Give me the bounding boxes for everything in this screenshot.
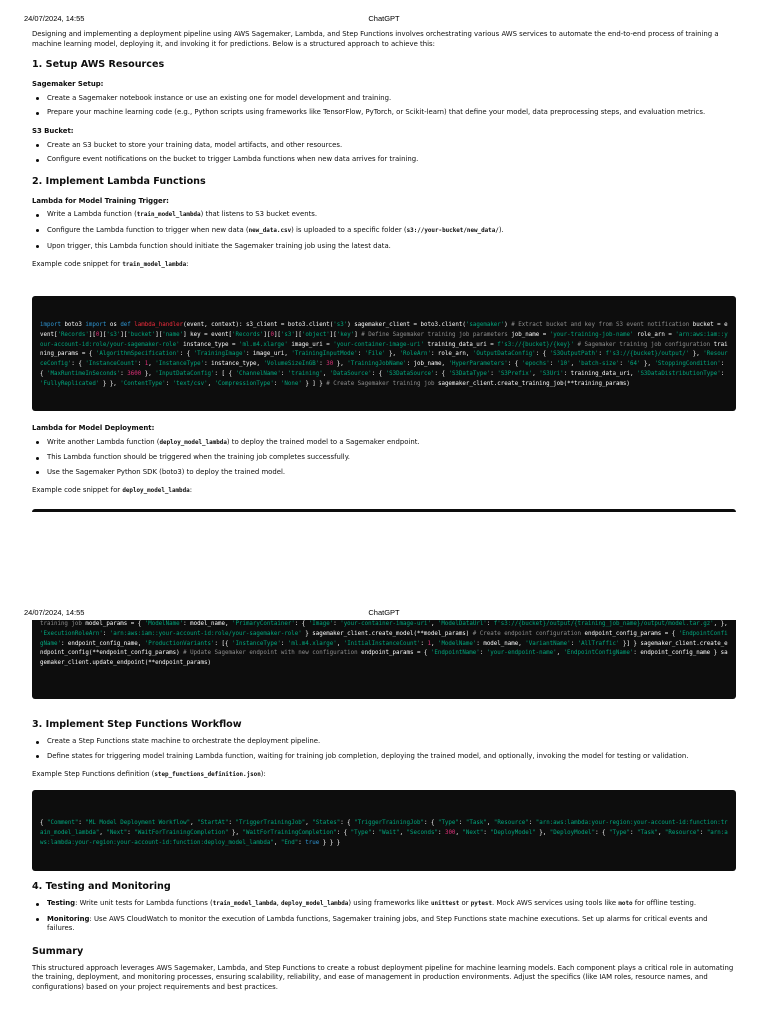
code-token: 'None' [280,380,302,387]
code-token: 30 [326,361,334,368]
code-token: f's3://{bucket}/output/{training_job_name}/output/model.tar.gz' [493,621,714,627]
code-token: , [657,829,665,836]
code-token: 'StoppingCondition' [654,361,721,368]
code-token: : [458,820,466,826]
subheading-training-trigger: Lambda for Model Training Trigger: [32,196,169,205]
section-heading-lambda: 2. Implement Lambda Functions [32,175,206,187]
code-token: : [228,820,236,826]
code-token: "StartAt" [197,820,229,826]
code-token: 'Records' [232,331,264,338]
code-token: 's3' [106,331,121,338]
code-token: 'DataSource' [329,370,372,377]
inline-code: unittest [430,901,460,907]
code-token: 'TrainingImage' [193,351,246,358]
code-token: "States" [312,820,341,826]
code-token: : [720,370,725,377]
list-item: Configure event notifications on the bucket to trigger Lambda functions when new data arrives for training. [32,155,736,165]
code-token: 'your-endpoint-name' [486,650,557,657]
code-token: 'S3DataSource' [385,370,435,377]
code-token: : { [40,361,725,377]
code-token: 'Records' [57,331,89,338]
code-token: endpoint_params = { [357,650,431,657]
code-token: 'batch-size' [577,361,620,368]
code-token: } ] } [301,380,327,387]
code-token: 'InstanceType' [231,640,281,647]
code-token: "End" [280,839,299,846]
code-token: : [319,361,327,368]
code-token: } sagemaker_client.create_model(**model_params) [301,630,473,637]
code-token: 'object' [301,331,330,338]
code-token: , }, [713,621,728,627]
code-token: 'EndpointConfigName' [40,630,728,647]
code-token: 'EndpointConfigName' [563,650,634,657]
code-token: 'ml.m4.xlarge' [287,640,337,647]
inline-code: moto [618,901,633,907]
code-token: , [336,640,344,647]
code-token: # Create endpoint configuration [472,630,581,637]
inline-code: train_model_lambda [212,901,277,907]
code-token: 'S3DataType' [448,370,491,377]
code-token: 'your-training-job-name' [549,331,634,338]
code-token: ][ [88,331,96,338]
code-token: 'arn:aws:iam::your-account-id:role/your-sagemaker-role' [40,331,728,348]
code-token: : { [595,829,610,836]
code-token: "TriggerTrainingJob" [235,820,306,826]
section-heading-summary: Summary [32,945,84,957]
code-token: }, [333,361,348,368]
s3-list [32,141,736,165]
code-token: , [486,820,494,826]
code-token: "Type" [350,829,372,836]
inline-code: pytest [470,901,493,907]
code-token: , [305,820,313,826]
list-item: Create a Step Functions state machine to orchestrate the deployment pipeline. [32,737,736,747]
print-title: ChatGPT [368,608,400,617]
code-token: ][ [329,331,337,338]
list-item: Define states for triggering model training Lambda function, waiting for training job completion, deploying the trained model, and optionally, invoking the model for testing or validation. [32,752,736,762]
summary-paragraph: This structured approach leverages AWS Sagemaker, Lambda, and Step Functions to create a robust deployment pipeline for machine learning models. Each component plays a critical role in automating the training, deployment, and monitoring processes, ensuring scalability, reliability, and ease of management in production environments. Adjust the specifics (like IAM roles, resource names, and configurations) based on your project requirements and best practices. [32,963,734,991]
code-token: }, [535,829,550,836]
code-token: ][ [294,331,302,338]
code-token: : [120,370,128,377]
code-token: ) [504,322,512,328]
code-token: , [430,640,438,647]
code-token: role_arn = [633,331,676,338]
list-item: Monitoring: Use AWS CloudWatch to monitor the execution of Lambda functions, Sagemaker training jobs, and Step Functions state machine executions. Set up alarms for critical events and failures. [32,915,736,934]
section-heading-step-functions: 3. Implement Step Functions Workflow [32,719,242,730]
code-token: : [280,640,288,647]
code-token: "Task" [636,829,658,836]
code-token: training_data_uri = [423,341,498,348]
code-token: : [630,829,637,836]
code-token: : [78,820,86,826]
code-token: 'S3DataDistributionType' [636,370,721,377]
code-token: 'key' [336,331,355,338]
code-token: : [528,820,536,826]
code-token: ] key = event[ [183,331,233,338]
answer-content-page2-cont [32,881,736,993]
code-token: # Sagemaker training job configuration [577,341,711,348]
code-token: , [190,820,198,826]
code-token: "DeployModel" [490,829,536,836]
code-token: : [273,380,281,387]
code-token: ][ [273,331,281,338]
code-token: : [102,630,110,637]
code-token: : [{ [214,640,232,647]
code-token: 'AlgorithmSpecification' [95,351,180,358]
section-heading-setup: 1. Setup AWS Resources [32,59,165,71]
code-token: 'sagemaker' [465,322,505,328]
code-token: endpoint_config_params = { [580,630,679,637]
code-token: : [371,829,379,836]
code-token: , [148,361,156,368]
code-token: 'InputDataConfig' [155,370,215,377]
code-token: 0 [95,331,100,338]
code-token: }, [640,361,655,368]
print-page-2 [0,512,768,1024]
code-token: : [420,640,428,647]
list-item: This Lambda function should be triggered when the training job completes successfully. [32,453,736,463]
code-token: , [570,361,578,368]
code-token: : [570,640,578,647]
code-token: }, [385,351,400,358]
inline-code: deploy_model_lambda [122,488,190,495]
code-token: 1 [144,361,149,368]
list-item: Write a Lambda function (train_model_lambda) that listens to S3 bucket events. [32,210,736,221]
code-token: 'ChannelName' [235,370,281,377]
code-token: }, [141,370,156,377]
step-functions-list [32,737,736,761]
code-token: : { [507,361,522,368]
code-token: ][ [99,331,107,338]
list-item: Testing: Write unit tests for Lambda functions (train_model_lambda, deploy_model_lambda) using frameworks like unittest or pytest. Mock AWS services using tools like moto for offline testing. [32,899,736,910]
intro-paragraph: Designing and implementing a deployment pipeline using AWS Sagemaker, Lambda, and Step Functions involves orchestrating various AWS services to automate the end-to-end process of training a machine learning model, deploying it, and invoking it for predictions. Below is a structured approach to achieve this: [32,30,719,48]
sagemaker-list [32,94,736,118]
code-token: (event, context): s3_client = boto3.client( [183,322,334,328]
code-token: 'VolumeSizeInGB' [263,361,320,368]
code-token: : { [535,351,550,358]
code-token: # Create Sagemaker training job [326,380,435,387]
subheading-sagemaker-setup: Sagemaker Setup: [32,80,104,89]
code-token: "Task" [465,820,487,826]
code-token: : [483,829,491,836]
code-token: 'training' [287,370,323,377]
code-token: 'TrainingInputMode' [291,351,358,358]
code-token: # Extract bucket and key from S3 event notification [511,322,690,328]
code-token: 'epochs' [521,361,550,368]
code-token: : endpoint_config_name } sagemaker_client.update_endpoint(**endpoint_params) [40,650,728,667]
code-token: : [165,380,173,387]
code-token: lambda_handler [134,322,184,328]
subheading-model-deployment: Lambda for Model Deployment: [32,424,155,432]
code-token: } } } [319,839,341,846]
code-token: 'CompressionType' [214,380,274,387]
code-token: 'ModelName' [144,621,184,627]
code-token: training_params = { [40,341,728,358]
code-token: "Wait" [378,829,400,836]
code-token: 'VariantName' [525,640,571,647]
list-item: Configure the Lambda function to trigger when new data (new_data.csv) is uploaded to a specific folder (s3://your-bucket/new_data/). [32,226,736,237]
code-token: "WaitForTrainingCompletion" [242,829,337,836]
code-token: : [298,839,306,846]
code-token: 'InstanceType' [155,361,205,368]
code-token: 'bucket' [127,331,156,338]
code-token: : endpoint_config_name, [60,640,145,647]
answer-content-cont [32,424,736,497]
code-token: : model_name, [183,621,232,627]
code-token: 'PrimaryContainer' [231,621,295,627]
snippet-caption: Example Step Functions definition (step_functions_definition.json): [32,770,266,779]
code-token: : [357,351,365,358]
code-token: "WaitForTrainingCompletion" [134,829,229,836]
code-token: , [322,370,330,377]
code-token: import [85,322,107,328]
code-token: }, [689,351,704,358]
code-token: ][ [155,331,163,338]
code-block-deploy-lambda-part2 [32,620,736,699]
code-token: 'S3Prefix' [497,370,533,377]
code-token: os [106,322,121,328]
snippet-caption: Example code snippet for train_model_lambda: [32,260,189,269]
code-token: , [532,370,540,377]
code-token: "Resource" [664,829,700,836]
code-token: "ML Model Deployment Workflow" [85,820,191,826]
code-token: 'text/csv' [172,380,208,387]
code-token: '10' [556,361,571,368]
code-token: def [120,322,131,328]
code-token: 'Image' [308,621,334,627]
code-token: ][ [263,331,271,338]
code-token: 'ProductionVariants' [144,640,215,647]
code-token: { [40,820,47,826]
code-token: "Type" [609,829,630,836]
code-token: : { [371,370,386,377]
code-token: "Comment" [46,820,79,826]
code-token: : [490,370,498,377]
code-token: : [437,829,445,836]
code-token: 'arn:aws:iam::your-account-id:role/your-sagemaker-role' [109,630,302,637]
code-token: : [598,351,606,358]
code-token: }, [228,829,243,836]
code-token: "Next" [106,829,128,836]
code-token: : [486,621,494,627]
code-block-step-functions [32,790,736,871]
code-token: 'File' [364,351,386,358]
code-token: : [479,650,487,657]
code-token: 'EndpointName' [430,650,480,657]
code-token: model_params = { [81,621,145,627]
print-date: 24/07/2024, 14:55 [24,14,85,23]
inline-code: train_model_lambda [122,262,187,269]
code-token: ) sagemaker_client = boto3.client( [347,322,466,328]
code-token: 'MaxRuntimeInSeconds' [46,370,121,377]
code-token: 'OutputDataConfig' [472,351,536,358]
deployment-list [32,438,736,478]
print-header [24,608,744,620]
code-token: # Define Sagemaker training job parameters [361,331,508,338]
answer-content [32,30,736,271]
list-item: Prepare your machine learning code (e.g., Python scripts using frameworks like TensorFlow, PyTorch, or Scikit-learn) that define your model, data preprocessing steps, and evaluation metrics. [32,108,736,118]
code-token: 300 [444,829,456,836]
list-item: Use the Sagemaker Python SDK (boto3) to deploy the trained model. [32,468,736,478]
code-token: "arn:aws:lambda:your-region:your-account-id:function:train_model_lambda" [40,820,728,836]
code-token: "Next" [462,829,484,836]
code-token: : [619,361,627,368]
code-token: 'AllTraffic' [577,640,620,647]
code-token: 'S3Uri' [539,370,564,377]
code-token: : { [294,621,309,627]
code-token: 'ModelDataUrl' [437,621,487,627]
list-item: Create an S3 bucket to store your training data, model artifacts, and other resources. [32,141,736,151]
inline-code: step_functions_definition.json [154,772,261,779]
code-token: 'ModelName' [437,640,477,647]
code-token: : [549,361,557,368]
code-token: , [430,621,438,627]
code-token: 1 [427,640,431,647]
code-token: , [399,829,407,836]
code-token: "Type" [437,820,459,826]
section-heading-testing: 4. Testing and Monitoring [32,881,171,892]
list-item: Upon trigger, this Lambda function should initiate the Sagemaker training job using the latest data. [32,242,736,252]
code-token: : { [336,829,351,836]
subheading-s3-bucket: S3 Bucket: [32,126,74,135]
code-token: 'ExecutionRoleArn' [40,630,103,637]
code-token: 0 [270,331,274,338]
code-token: } }, [99,380,121,387]
code-token: : [127,829,135,836]
code-token: job_name = [507,331,550,338]
code-token: 'ContentType' [120,380,166,387]
code-token: 'S3OutputPath' [549,351,599,358]
code-token: : role_arn, [430,351,473,358]
code-token: , [99,829,107,836]
code-token: image_uri = [287,341,334,348]
code-token: # Update Sagemaker endpoint with new configuration [183,650,358,657]
code-token: , [556,650,564,657]
code-token: : [333,621,341,627]
print-title: ChatGPT [368,14,400,23]
code-token: : instance_type, [204,361,264,368]
code-token: : training_data_uri, [563,370,637,377]
code-token: 'your-container-image-uri' [340,621,431,627]
code-token: : { [434,370,449,377]
code-token: 'ResourceConfig' [40,351,728,368]
code-token: , [455,829,463,836]
code-token: , [207,380,215,387]
code-token: : { [179,351,194,358]
list-item: Create a Sagemaker notebook instance or use an existing one for model development and training. [32,94,736,104]
snippet-caption: Example code snippet for deploy_model_lambda: [32,486,193,495]
code-token: f's3://{bucket}/output/' [605,351,690,358]
code-token: }] } sagemaker_client.create_endpoint_config(**endpoint_config_params) [40,640,728,657]
code-token: 'your-container-image-uri' [333,341,424,348]
code-token: "Seconds" [406,829,438,836]
code-token: 'TrainingJobName' [347,361,407,368]
code-token: 's3' [333,322,348,328]
code-token: ][ [120,331,128,338]
code-token: : [699,829,707,836]
code-token: training job [40,621,82,627]
code-token: 'name' [162,331,184,338]
code-token: "Resource" [493,820,529,826]
inline-code: train_model_lambda [136,212,201,219]
code-token: "DeployModel" [549,829,596,836]
code-token: 'RoleArn' [399,351,431,358]
code-token: : image_uri, [245,351,292,358]
code-token: : [137,361,145,368]
list-item: Write another Lambda function (deploy_model_lambda) to deploy the trained model to a Sagemaker endpoint. [32,438,736,449]
code-token: : { [423,820,438,826]
code-token: 'HyperParameters' [448,361,508,368]
code-token: sagemaker_client.create_training_job(**training_params) [434,380,630,387]
code-token: : model_name, [476,640,526,647]
code-block-train-lambda [32,296,736,411]
code-token: : [ { [214,370,236,377]
code-token: instance_type = [179,341,239,348]
code-token: true [305,839,320,846]
code-token: '64' [626,361,641,368]
code-token: 's3' [280,331,295,338]
code-token: "arn:aws:lambda:your-region:your-account-id:function:deploy_model_lambda" [40,829,728,846]
inline-code: s3://your-bucket/new_data/ [406,227,499,234]
training-trigger-list [32,210,736,251]
answer-content-page2 [32,719,736,781]
inline-code: new_data.csv [248,227,292,234]
testing-list [32,899,736,934]
code-token: ] [354,331,362,338]
code-token: boto3 [60,322,86,328]
code-token: "TriggerTrainingJob" [354,820,424,826]
code-token: : { [71,361,86,368]
code-token: 3600 [127,370,142,377]
code-token: : { [340,820,355,826]
code-token: , [273,839,281,846]
code-token: f's3://{bucket}/{key}' [497,341,575,348]
code-token: 'InstanceCount' [85,361,138,368]
code-token: : [280,370,288,377]
code-token: 'ml.m4.xlarge' [238,341,288,348]
code-token: import [40,322,61,328]
print-header [24,14,744,26]
code-token: : job_name, [406,361,449,368]
code-token: 'InitialInstanceCount' [343,640,421,647]
code-token: 'FullyReplicated' [40,380,100,387]
inline-code: deploy_model_lambda [280,901,349,907]
print-date: 24/07/2024, 14:55 [24,608,85,617]
inline-code: deploy_model_lambda [159,439,227,446]
code-token: bucket = event[ [40,322,728,338]
